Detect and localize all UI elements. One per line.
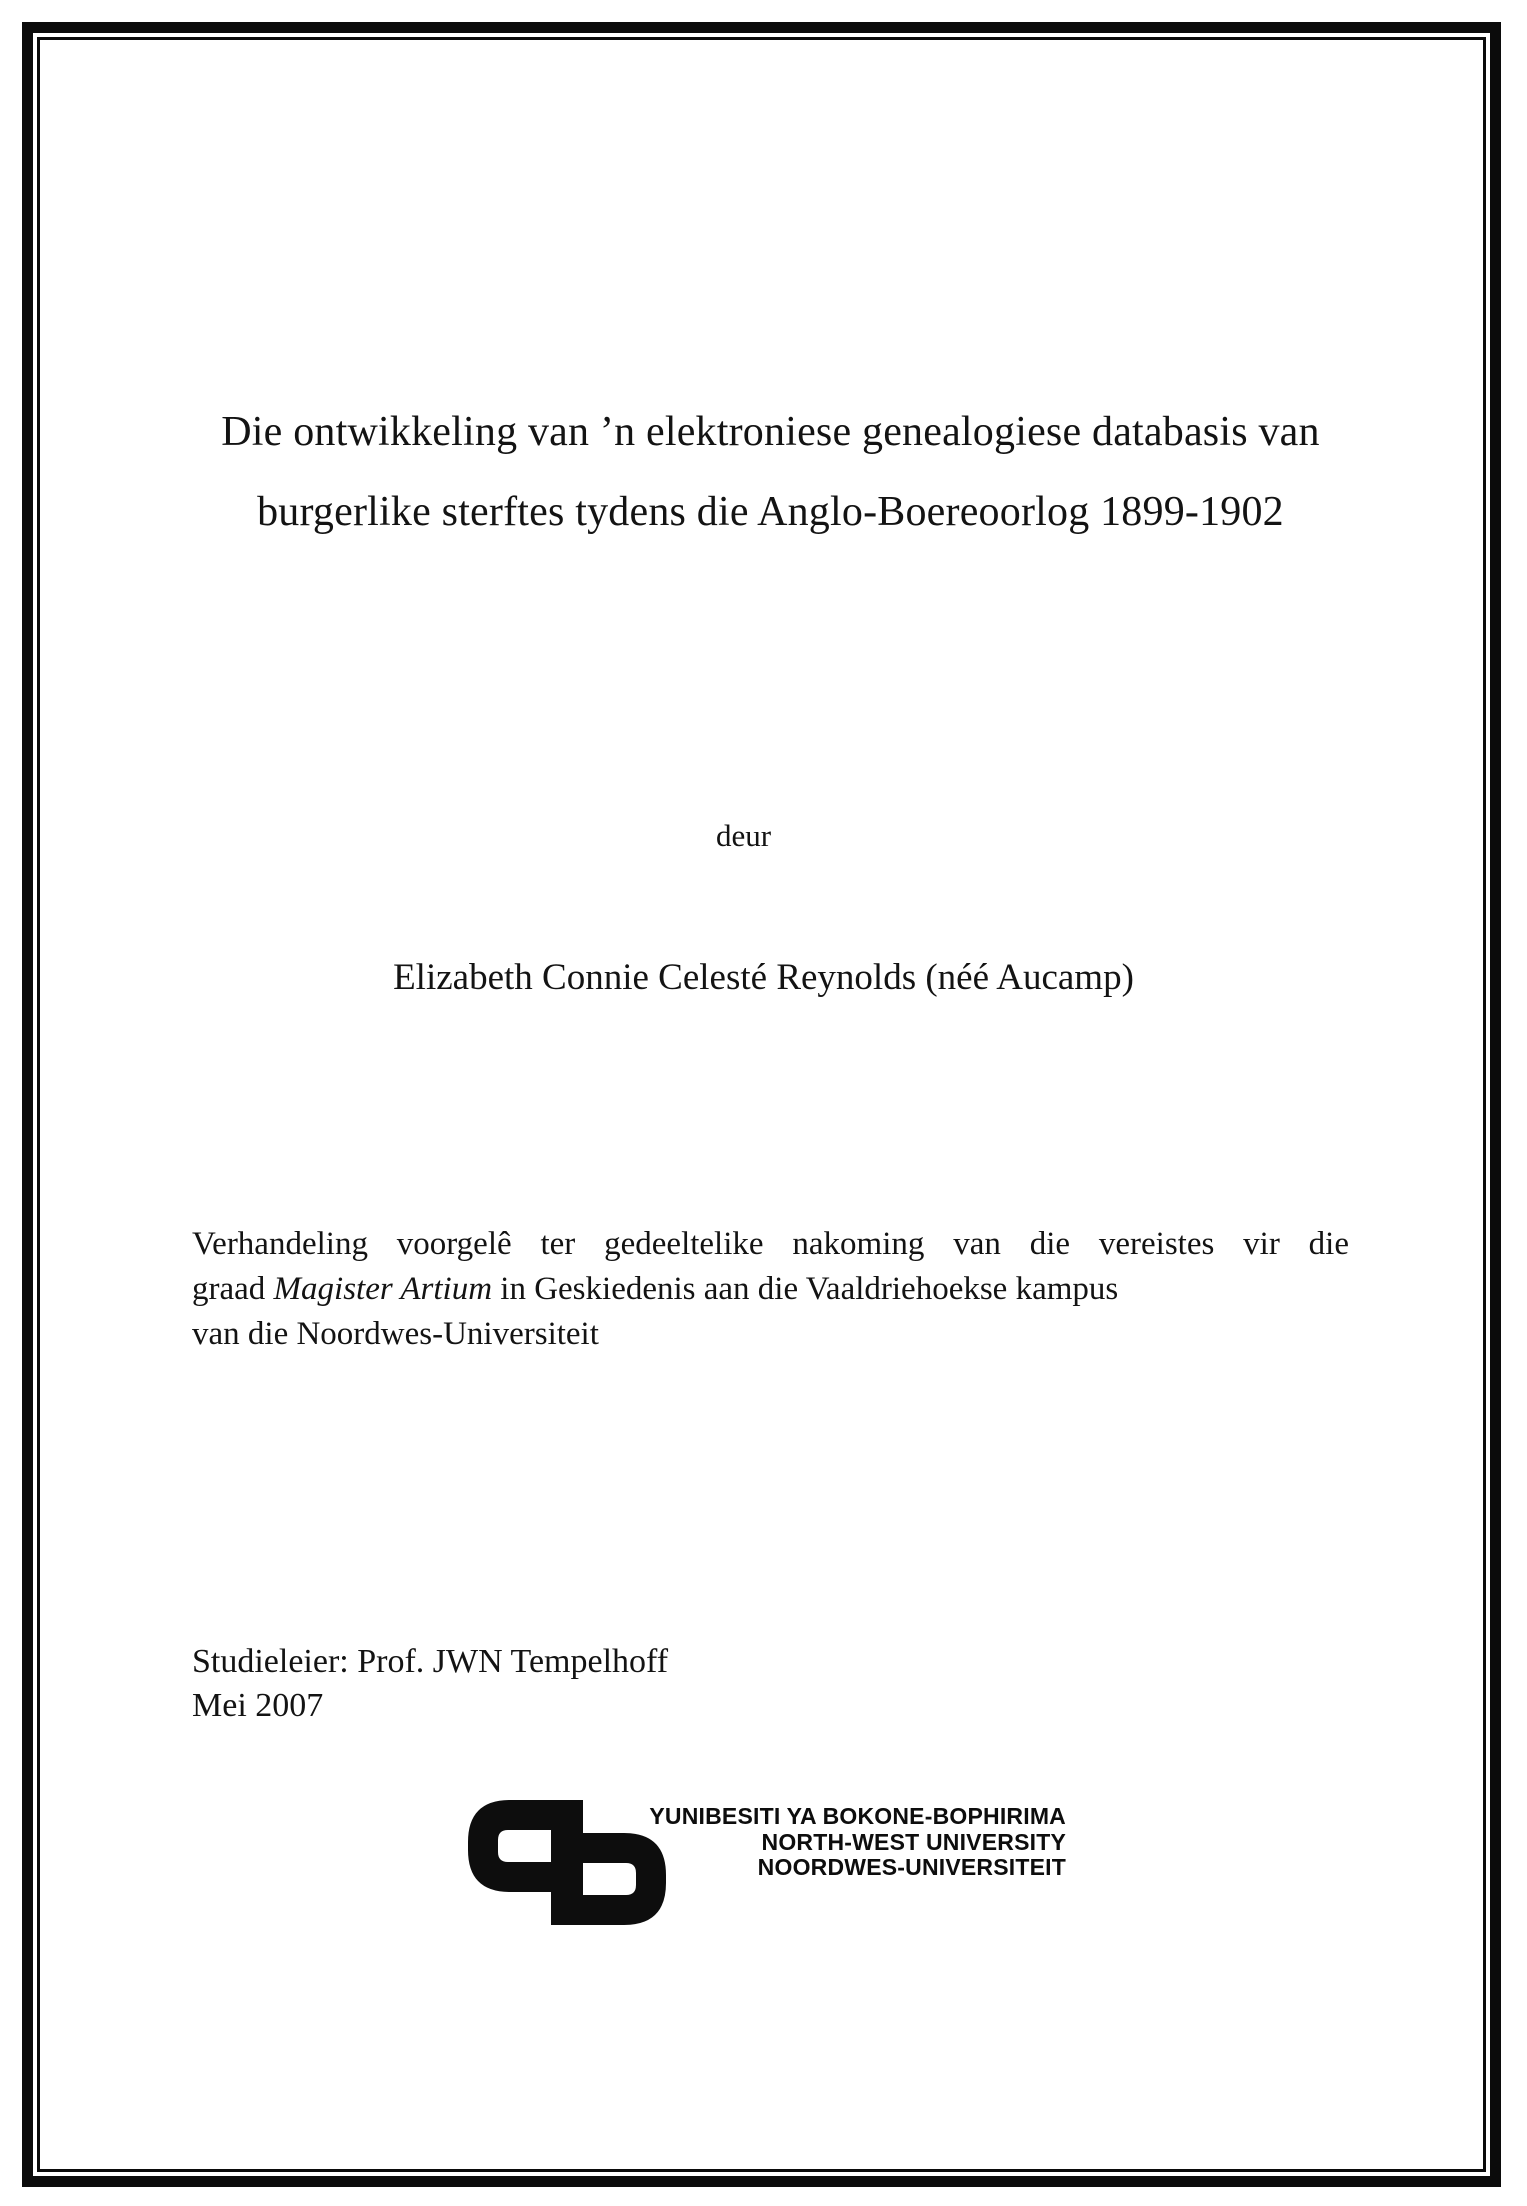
- supervisor-block: [192, 1640, 668, 1728]
- university-name-english: NORTH-WEST UNIVERSITY: [761, 1828, 1066, 1855]
- university-name-afrikaans: NOORDWES-UNIVERSITEIT: [757, 1854, 1066, 1880]
- submission-line-1: Verhandeling voorgelê ter gedeeltelike nakoming van die vereistes vir die: [192, 1226, 1349, 1262]
- submission-statement: [192, 1222, 1349, 1357]
- university-wordmark: [586, 1804, 1066, 1881]
- author-name: Elizabeth Connie Celesté Reynolds (néé Aucamp): [393, 957, 1134, 998]
- submission-line-2-post: in Geskiedenis aan die Vaaldriehoekse kampus: [492, 1271, 1119, 1307]
- degree-name: Magister Artium: [273, 1271, 493, 1307]
- submission-line-3: van die Noordwes-Universiteit: [192, 1316, 599, 1352]
- thesis-title-line-1: Die ontwikkeling van ’n elektroniese genealogiese databasis van: [221, 409, 1320, 455]
- supervisor-line: Studieleier: Prof. JWN Tempelhoff: [192, 1643, 669, 1680]
- thesis-title-line-2: burgerlike sterftes tydens die Anglo-Boereoorlog 1899-1902: [257, 489, 1284, 535]
- university-name-setswana: YUNIBESITI YA BOKONE-BOPHIRIMA: [649, 1803, 1066, 1829]
- date-line: Mei 2007: [192, 1687, 324, 1724]
- thesis-title: [192, 392, 1349, 552]
- byline: deur: [715, 818, 772, 853]
- submission-line-2: [192, 1267, 1349, 1312]
- university-logo-block: [468, 1798, 1108, 1938]
- submission-line-2-pre: graad: [192, 1271, 274, 1307]
